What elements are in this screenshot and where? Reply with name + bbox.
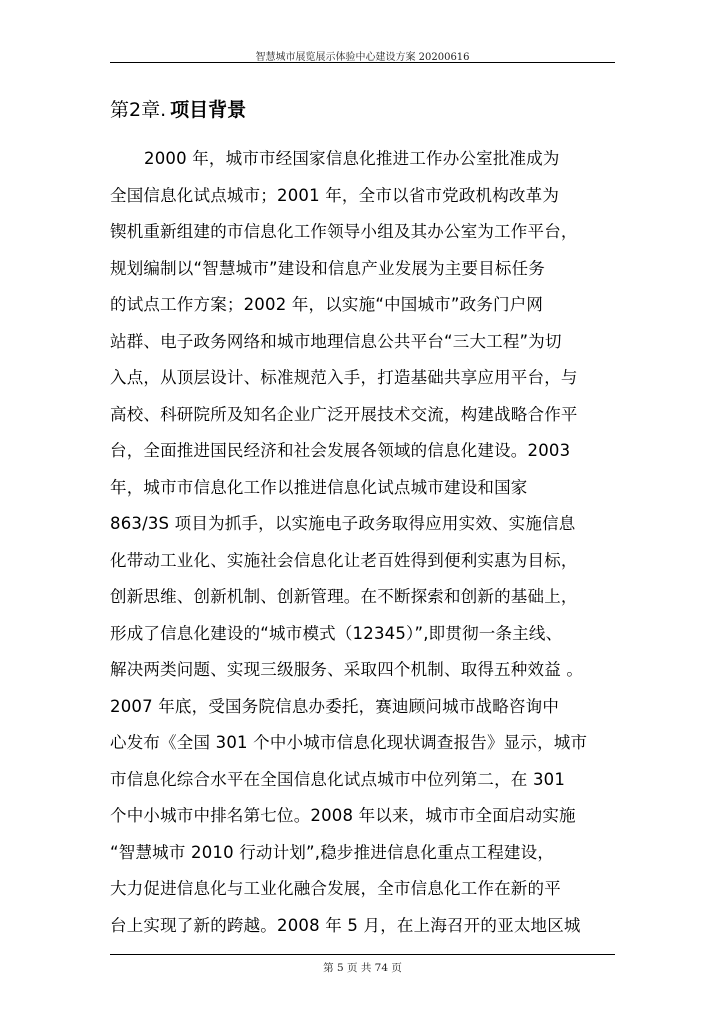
footer-divider bbox=[110, 954, 615, 955]
paragraph-line: 863/3S 项目为抓手，以实施电子政务取得应用实效、实施信息 bbox=[110, 514, 576, 533]
chapter-heading bbox=[110, 95, 246, 122]
paragraph-line: 的试点工作方案；2002 年，以实施“中国城市”政务门户网 bbox=[110, 295, 544, 314]
paragraph-line: 创新思维、创新机制、创新管理。在不断探索和创新的基础上， bbox=[110, 587, 578, 606]
paragraph-line: 站群、电子政务网络和城市地理信息公共平台“三大工程”为切 bbox=[110, 331, 562, 351]
body-paragraph bbox=[110, 141, 620, 944]
paragraph-line: 大力促进信息化与工业化融合发展，全市信息化工作在新的平 bbox=[110, 879, 561, 898]
paragraph-line: 台上实现了新的跨越。2008 年 5 月，在上海召开的亚太地区城 bbox=[110, 915, 581, 935]
paragraph-line: 个中小城市中排名第七位。2008 年以来，城市市全面启动实施 bbox=[110, 806, 576, 825]
paragraph-line: 高校、科研院所及知名企业广泛开展技术交流，构建战略合作平 bbox=[110, 404, 578, 424]
page-number: 第 5 页 共 74 页 bbox=[323, 962, 402, 974]
paragraph-line: “智慧城市 2010 行动计划”,稳步推进信息化重点工程建设， bbox=[110, 842, 555, 862]
header-divider bbox=[110, 62, 615, 63]
paragraph-line: 台，全面推进国民经济和社会发展各领域的信息化建设。2003 bbox=[110, 441, 571, 460]
paragraph-line: 2007 年底，受国务院信息办委托，赛迪顾问城市战略咨询中 bbox=[110, 696, 560, 716]
paragraph-line: 心发布《全国 301 个中小城市信息化现状调查报告》显示，城市 bbox=[110, 733, 588, 752]
paragraph-line: 2000 年，城市市经国家信息化推进工作办公室批准成为 bbox=[144, 149, 560, 168]
paragraph-line: 锲机重新组建的市信息化工作领导小组及其办公室为工作平台， bbox=[110, 222, 578, 241]
chapter-title: 项目背景 bbox=[170, 99, 247, 121]
paragraph-line: 全国信息化试点城市；2001 年，全市以省市党政机构改革为 bbox=[110, 185, 560, 205]
paragraph-line: 形成了信息化建设的“城市模式（12345）”,即贯彻一条主线、 bbox=[110, 623, 563, 643]
paragraph-line: 规划编制以“智慧城市”建设和信息产业发展为主要目标任务 bbox=[110, 258, 545, 278]
paragraph-line: 入点，从顶层设计、标准规范入手，打造基础共享应用平台，与 bbox=[110, 368, 578, 387]
paragraph-line: 年，城市市信息化工作以推进信息化试点城市建设和国家 bbox=[110, 477, 528, 497]
paragraph-line: 市信息化综合水平在全国信息化试点城市中位列第二，在 301 bbox=[110, 769, 566, 789]
page-header: 智慧城市展览展示体验中心建设方案 20200616 bbox=[255, 52, 470, 63]
chapter-number: 第2章. bbox=[110, 99, 167, 121]
paragraph-line: 解决两类问题、实现三级服务、采取四个机制、取得五种效益 。 bbox=[110, 660, 584, 679]
paragraph-line: 化带动工业化、实施社会信息化让老百姓得到便利实惠为目标， bbox=[110, 550, 578, 570]
